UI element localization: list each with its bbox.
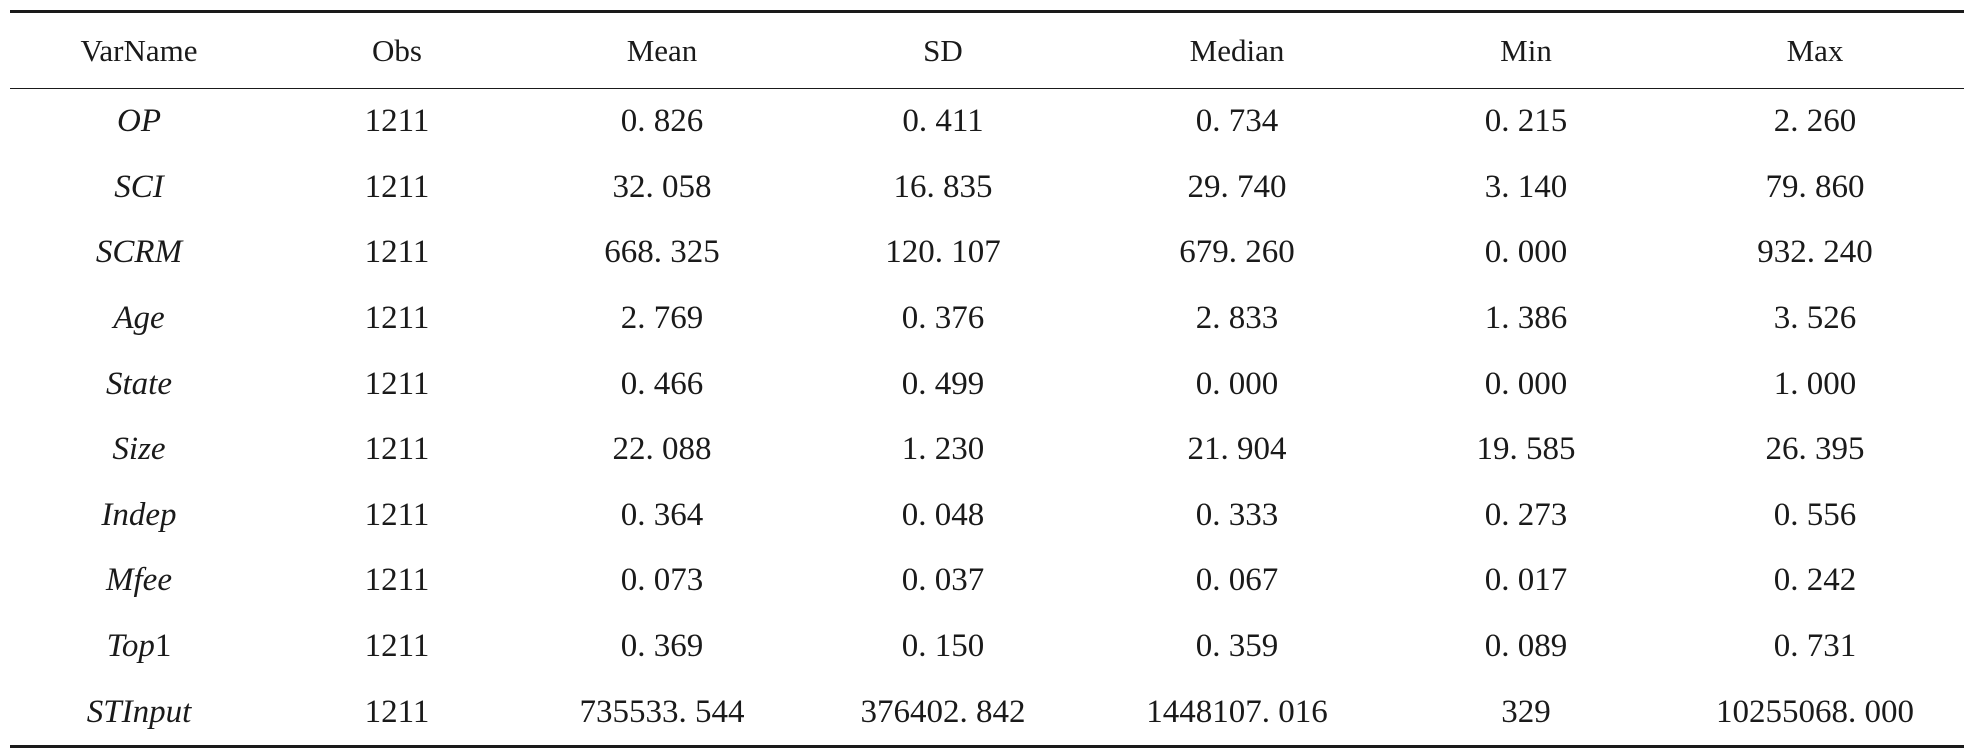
table-body <box>10 89 1964 747</box>
cell-mean: 0. 369 <box>620 628 704 665</box>
header-min: Min <box>1500 32 1552 68</box>
table-row <box>10 614 1964 680</box>
cell-obs: 1211 <box>364 496 430 533</box>
cell-median: 679. 260 <box>1179 234 1295 271</box>
cell-median: 29. 740 <box>1187 168 1287 205</box>
cell-median: 0. 359 <box>1195 628 1279 665</box>
cell-median: 1448107. 016 <box>1146 693 1328 730</box>
cell-min: 0. 000 <box>1484 365 1568 402</box>
varname-text: OP <box>117 103 161 140</box>
cell-sd: 0. 150 <box>901 628 985 665</box>
cell-varname <box>10 155 268 221</box>
cell-sd: 0. 376 <box>901 300 985 337</box>
cell-max: 1. 000 <box>1773 365 1857 402</box>
cell-sd: 0. 048 <box>901 496 985 533</box>
cell-sd: 1. 230 <box>901 431 985 468</box>
cell-mean: 668. 325 <box>604 234 720 271</box>
table-row <box>10 351 1964 417</box>
varname-text: SCRM <box>95 234 183 271</box>
cell-sd: 0. 037 <box>901 562 985 599</box>
cell-varname <box>10 548 268 614</box>
cell-mean: 0. 364 <box>620 496 704 533</box>
cell-min: 0. 273 <box>1484 496 1568 533</box>
cell-min: 0. 215 <box>1484 103 1568 140</box>
cell-min: 329 <box>1501 693 1551 730</box>
cell-max: 3. 526 <box>1773 300 1857 337</box>
table-row <box>10 548 1964 614</box>
cell-min: 3. 140 <box>1484 168 1568 205</box>
table-header <box>10 12 1964 89</box>
varname-text: Size <box>112 431 166 468</box>
varname-text: Indep <box>101 496 177 533</box>
cell-sd: 16. 835 <box>893 168 993 205</box>
cell-mean: 0. 073 <box>620 562 704 599</box>
cell-mean: 0. 466 <box>620 365 704 402</box>
cell-max: 79. 860 <box>1765 168 1865 205</box>
cell-mean: 2. 769 <box>620 300 704 337</box>
cell-max: 932. 240 <box>1757 234 1873 271</box>
cell-varname <box>10 417 268 483</box>
cell-varname <box>10 483 268 549</box>
cell-median: 0. 067 <box>1195 562 1279 599</box>
cell-sd: 0. 499 <box>901 365 985 402</box>
cell-varname <box>10 286 268 352</box>
varname-suffix: 1 <box>154 628 172 665</box>
cell-sd: 376402. 842 <box>860 693 1026 730</box>
cell-obs: 1211 <box>364 365 430 402</box>
cell-max: 2. 260 <box>1773 103 1857 140</box>
table-row <box>10 679 1964 746</box>
cell-varname <box>10 679 268 746</box>
cell-max: 0. 556 <box>1773 496 1857 533</box>
cell-mean: 0. 826 <box>620 103 704 140</box>
cell-obs: 1211 <box>364 628 430 665</box>
cell-mean: 735533. 544 <box>579 693 745 730</box>
cell-obs: 1211 <box>364 431 430 468</box>
cell-obs: 1211 <box>364 168 430 205</box>
cell-min: 19. 585 <box>1476 431 1576 468</box>
cell-obs: 1211 <box>364 693 430 730</box>
table-row <box>10 483 1964 549</box>
cell-obs: 1211 <box>364 300 430 337</box>
table-row <box>10 89 1964 155</box>
cell-max: 0. 242 <box>1773 562 1857 599</box>
varname-text: Age <box>113 300 165 337</box>
cell-varname <box>10 351 268 417</box>
cell-median: 21. 904 <box>1187 431 1287 468</box>
cell-min: 0. 000 <box>1484 234 1568 271</box>
table-row <box>10 417 1964 483</box>
cell-max: 26. 395 <box>1765 431 1865 468</box>
cell-sd: 0. 411 <box>902 103 984 140</box>
cell-min: 0. 017 <box>1484 562 1568 599</box>
header-row <box>10 12 1964 89</box>
header-median: Median <box>1189 32 1285 68</box>
cell-mean: 32. 058 <box>612 168 712 205</box>
cell-median: 2. 833 <box>1195 300 1279 337</box>
varname-text: STInput <box>86 693 192 730</box>
cell-varname <box>10 614 268 680</box>
varname-text: SCI <box>114 168 164 205</box>
varname-text: State <box>106 365 172 402</box>
cell-median: 0. 734 <box>1195 103 1279 140</box>
header-mean: Mean <box>626 32 698 68</box>
header-obs: Obs <box>372 32 422 68</box>
descriptive-statistics-table-container <box>10 10 1964 748</box>
cell-median: 0. 000 <box>1195 365 1279 402</box>
cell-min: 1. 386 <box>1484 300 1568 337</box>
table-row <box>10 220 1964 286</box>
cell-median: 0. 333 <box>1195 496 1279 533</box>
cell-varname <box>10 89 268 155</box>
header-varname: VarName <box>80 32 198 68</box>
cell-varname <box>10 220 268 286</box>
header-sd: SD <box>923 32 963 68</box>
cell-obs: 1211 <box>364 103 430 140</box>
table-row <box>10 155 1964 221</box>
header-max: Max <box>1786 32 1844 68</box>
cell-sd: 120. 107 <box>885 234 1001 271</box>
cell-mean: 22. 088 <box>612 431 712 468</box>
varname-text: Mfee <box>106 562 172 599</box>
cell-max: 0. 731 <box>1773 628 1857 665</box>
cell-max: 10255068. 000 <box>1716 693 1914 730</box>
table-row <box>10 286 1964 352</box>
cell-obs: 1211 <box>364 562 430 599</box>
varname-text: Top <box>106 628 155 665</box>
cell-obs: 1211 <box>364 234 430 271</box>
cell-min: 0. 089 <box>1484 628 1568 665</box>
descriptive-statistics-table <box>10 10 1964 748</box>
